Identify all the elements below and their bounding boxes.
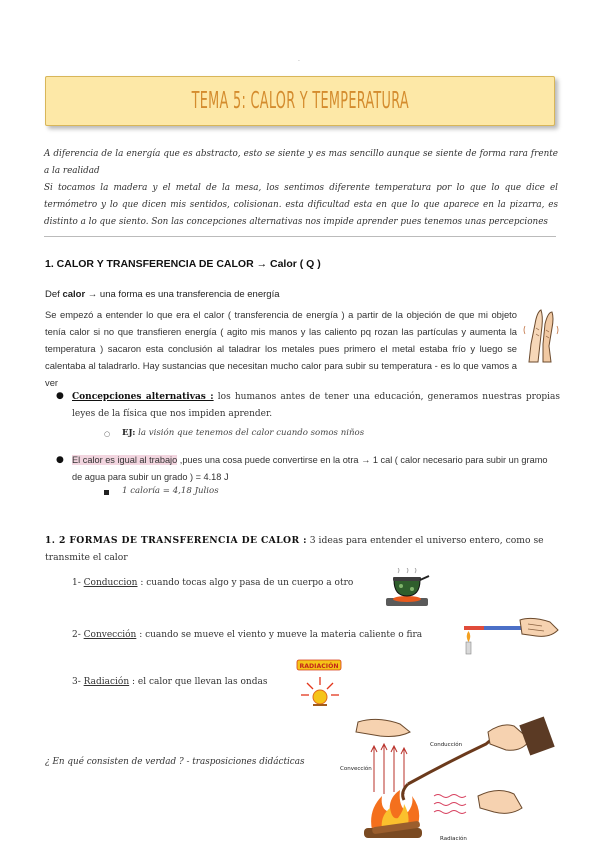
intro-paragraph-1: A diferencia de la energía que es abstracto, esto se siente y es mas sencillo aunque se siente de forma rara frente a la realidad [44,149,558,176]
def-term: calor [62,289,86,300]
section1-body: Se empezó a entender lo que era el calor ( transferencia de energía ) a partir de la objeción de que mi objeto tenía calor si no que transfieren energía ( agito mis manos y las caliento pq rozan las partículas y aumenta la temperatura ) sacaron esta conclusión al taladrar los metales pues primero el metal estaba frío y luego se calentaba al taladrarlo. Hay sustancias que necesitan mucho calor para subir su temperatura - es lo que vamos a ver [45,309,517,388]
def-prefix: Def [45,289,60,300]
label-conveccion: Convección [340,766,372,772]
item-term: Radiación [83,677,130,687]
heat-transfer-diagram [338,712,560,844]
item-number: 2- [72,630,84,640]
bullet-text: los humanos antes de tener una educación, generamos nuestras propias leyes de la física que nos impiden aprender. [72,392,560,419]
bullet-term: Concepciones alternativas : [72,392,214,402]
section1-heading: 1. CALOR Y TRANSFERENCIA DE CALOR → Calor ( Q ) [45,258,321,270]
bullet-calor-trabajo [72,452,560,486]
example-label: EJ: [122,428,136,438]
title-banner [45,76,555,126]
item-text: : cuando tocas algo y pasa de un cuerpo a otro [137,578,354,588]
item-text: : cuando se mueve el viento y mueve la materia caliente o fira [136,630,423,640]
intro-paragraph-2: Si tocamos la madera y el metal de la mesa, los sentimos diferente temperatura por lo que lo que dice el termómetro y lo que dicen mis sentidos, colisionan. esta dificultad esta en que lo que aparece en la pizarra, es distinto a lo que siento. Son las concepciones alternativas nos impide aprender pues tenemos unas percepciones [44,183,558,227]
radiation-label: RADIACIÓN [299,663,339,670]
item-term: Convección [83,630,137,640]
definition-line [45,289,280,300]
item-number: 3- [72,677,84,687]
bullet-concepciones [72,389,560,423]
question-line: ¿ En qué consisten de verdad ? - trasposiciones didácticas [45,757,305,767]
radiation-sun-illustration [295,659,345,709]
sub-bullet-example [122,428,364,438]
section2-heading [45,532,561,566]
page-mark: · [298,58,300,65]
bullet-dot: ● [56,391,64,401]
rubbing-hands-illustration [521,306,561,364]
highlighted-text: El calor es igual al trabajo [72,455,178,465]
section2-subtitle: 3 ideas para entender el universo entero, como se transmite el calor [45,535,544,563]
bullet-dot: ● [56,455,64,465]
page-title: TEMA 5: CALOR Y TEMPERATURA [191,88,409,114]
divider [44,236,556,237]
item-term: Conduccion [83,578,138,588]
conduction-pot-illustration [382,568,432,610]
sub-bullet-caloria: 1 caloría = 4,18 Julios [122,486,219,496]
def-rest: → una forma es una transferencia de energía [87,289,280,300]
conveccion-rod-candle-illustration [458,612,562,656]
bullet-text: ,pues una cosa puede convertirse en la otra → 1 cal ( calor necesario para subir un gramo de agua para subir un grado ) = 4.18 J [72,455,548,482]
sub-bullet-circle: ○ [104,430,111,438]
list-item-radiacion [72,677,267,687]
label-conduccion: Conducción [430,742,463,748]
item-number: 1- [72,578,84,588]
example-text: la visión que tenemos del calor cuando somos niños [135,428,365,438]
list-item-conduccion [72,578,353,588]
item-text: : el calor que llevan las ondas [129,677,268,687]
list-item-conveccion [72,630,422,640]
label-radiacion: Radiación [440,836,467,842]
sub-bullet-square [104,490,109,495]
section2-title: 1. 2 FORMAS DE TRANSFERENCIA DE CALOR : [45,535,307,546]
